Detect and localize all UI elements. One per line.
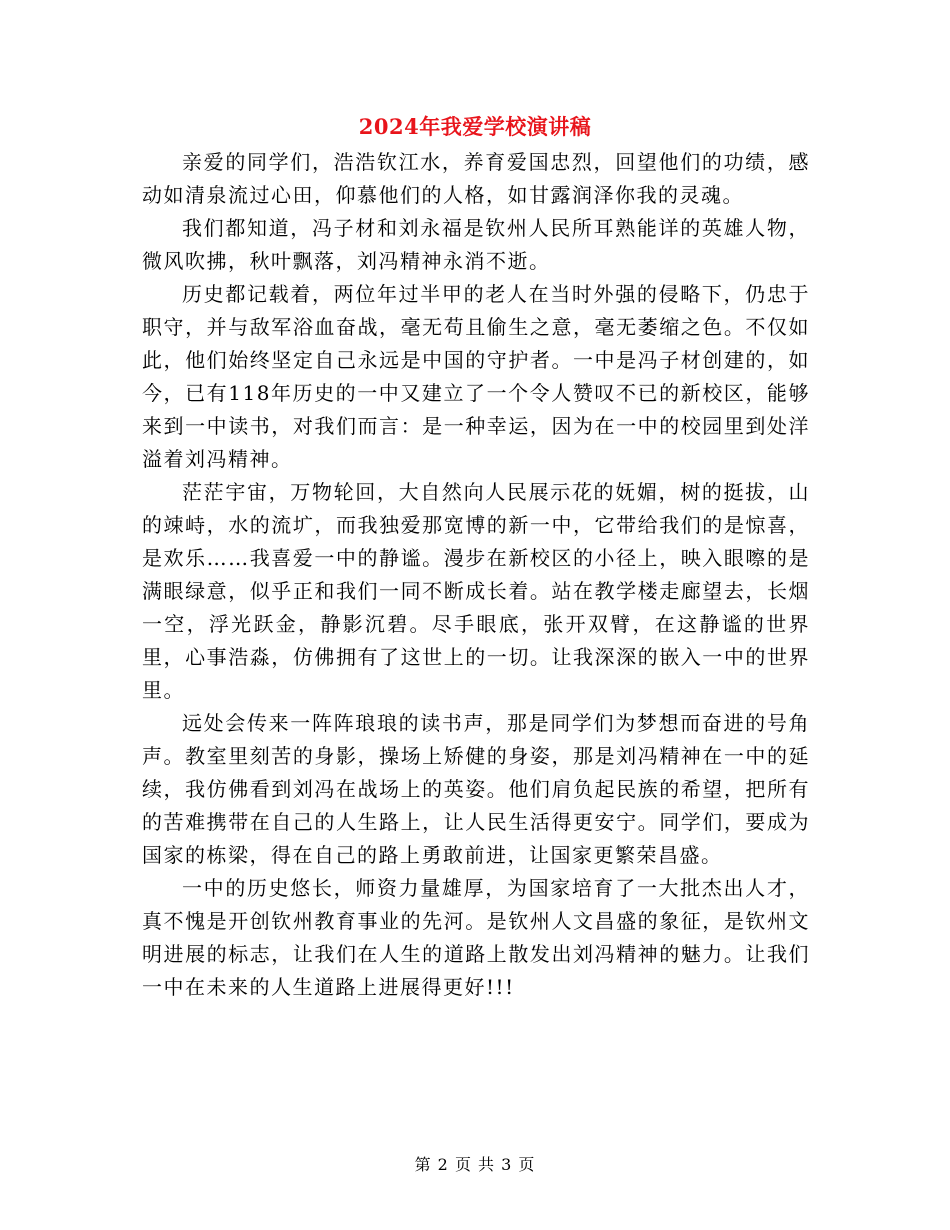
paragraph: 历史都记载着，两位年过半甲的老人在当时外强的侵略下，仍忠于职守，并与敌军浴血奋战，毫无苟且偷生之意，毫无萎缩之色。不仅如此，他们始终坚定自己永远是中国的守护者。一中是冯子材创建的，如今，已有118年历史的一中又建立了一个令人赞叹不已的新校区，能够来到一中读书，对我们而言：是一种幸运，因为在一中的校园里到处洋溢着刘冯精神。	[142, 282, 810, 471]
paragraph: 亲爱的同学们，浩浩钦江水，养育爱国忠烈，回望他们的功绩，感动如清泉流过心田，仰慕他们的人格，如甘露润泽你我的灵魂。	[142, 150, 810, 207]
paragraph: 我们都知道，冯子材和刘永福是钦州人民所耳熟能详的英雄人物，微风吹拂，秋叶飘落，刘冯精神永消不逝。	[142, 216, 810, 273]
page-footer: 第 2 页 共 3 页	[414, 1155, 536, 1174]
paragraph: 远处会传来一阵阵琅琅的读书声，那是同学们为梦想而奋进的号角声。教室里刻苦的身影，操场上矫健的身姿，那是刘冯精神在一中的延续，我仿佛看到刘冯在战场上的英姿。他们肩负起民族的希望，把所有的苦难携带在自己的人生路上，让人民生活得更安宁。同学们，要成为国家的栋梁，得在自己的路上勇敢前进，让国家更繁荣昌盛。	[142, 711, 810, 867]
document-body	[142, 146, 810, 1004]
paragraph: 一中的历史悠长，师资力量雄厚，为国家培育了一大批杰出人才，真不愧是开创钦州教育事业的先河。是钦州人文昌盛的象征，是钦州文明进展的标志，让我们在人生的道路上散发出刘冯精神的魅力。让我们一中在未来的人生道路上进展得更好!!!	[142, 876, 810, 999]
paragraph: 茫茫宇宙，万物轮回，大自然向人民展示花的妩媚，树的挺拔，山的竦峙，水的流圹，而我独爱那宽博的新一中，它带给我们的是惊喜，是欢乐……我喜爱一中的静谧。漫步在新校区的小径上，映入眼嚓的是满眼绿意，似乎正和我们一同不断成长着。站在教学楼走廊望去，长烟一空，浮光跃金，静影沉碧。尽手眼底，张开双臂，在这静谧的世界里，心事浩淼，仿佛拥有了这世上的一切。让我深深的嵌入一中的世界里。	[142, 480, 810, 702]
document-title: 2024年我爱学校演讲稿	[358, 114, 592, 139]
